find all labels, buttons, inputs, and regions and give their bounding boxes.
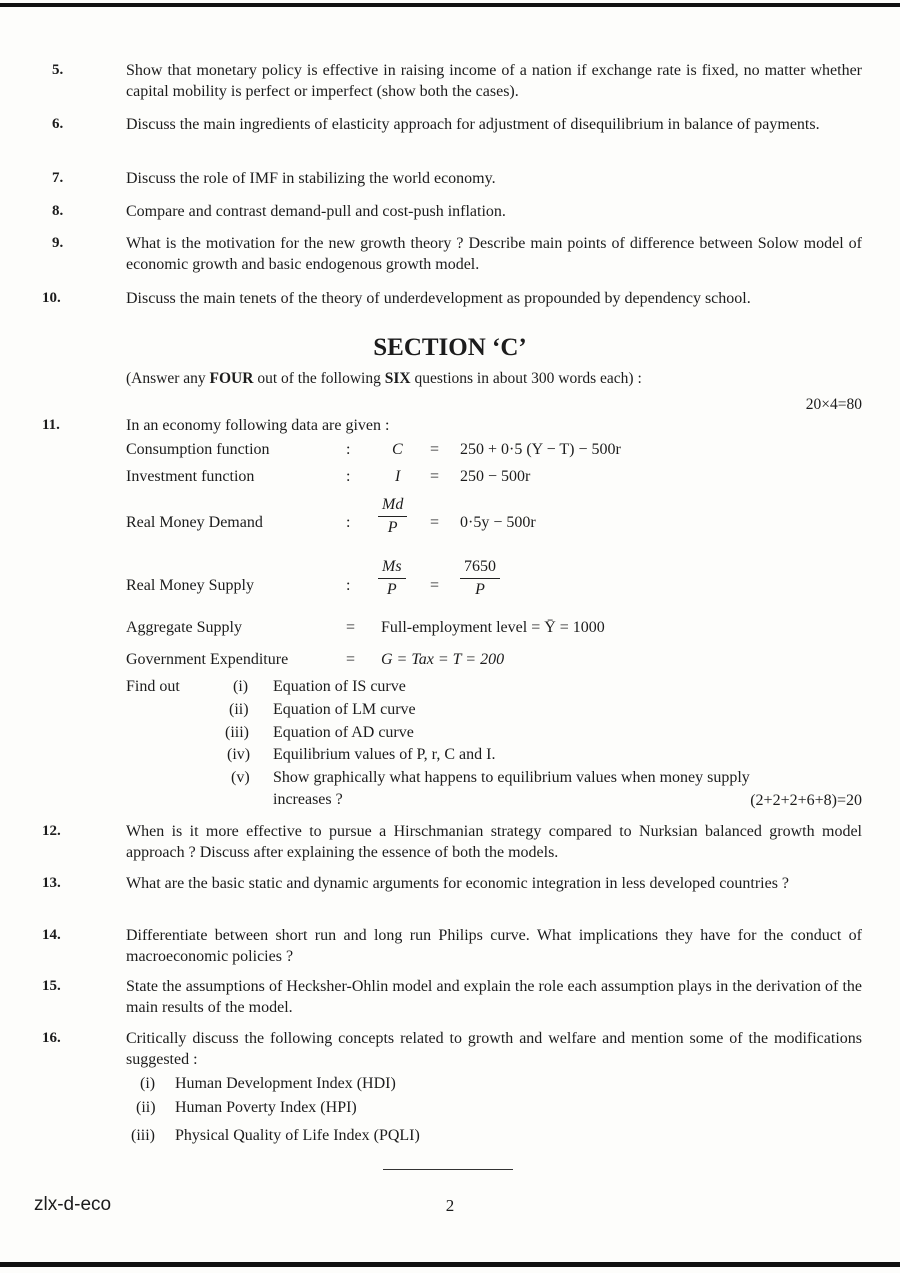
government-label: Government Expenditure bbox=[126, 651, 289, 668]
part-text: Equilibrium values of P, r, C and I. bbox=[273, 746, 496, 763]
investment-label: Investment function bbox=[126, 468, 255, 485]
md-numerator: Md bbox=[378, 496, 407, 517]
question-number: 7. bbox=[52, 170, 64, 186]
equals: = bbox=[346, 619, 356, 636]
equals: = bbox=[430, 441, 440, 458]
md-denominator: P bbox=[387, 519, 398, 536]
question-number: 6. bbox=[52, 116, 64, 132]
colon: : bbox=[346, 468, 351, 485]
bottom-rule bbox=[0, 1262, 900, 1267]
part-number: (iv) bbox=[227, 746, 251, 763]
money-demand-row bbox=[0, 496, 900, 546]
equals: = bbox=[430, 514, 440, 531]
find-out-label: Find out bbox=[126, 678, 180, 695]
part-text: increases ? bbox=[273, 791, 343, 808]
question-text: Differentiate between short run and long run Philips curve. What implications they have for the conduct of macroeconomic policies ? bbox=[126, 927, 862, 965]
part-number: (i) bbox=[233, 678, 249, 695]
end-divider bbox=[383, 1169, 513, 1170]
question-text: What is the motivation for the new growth theory ? Describe main points of difference between Solow model of economic growth and basic endogenous growth model. bbox=[126, 235, 862, 273]
part-number: (ii) bbox=[229, 701, 249, 718]
question-number: 5. bbox=[52, 62, 64, 78]
question-number: 15. bbox=[42, 978, 61, 994]
question-text: Show that monetary policy is effective in raising income of a nation if exchange rate is fixed, no matter whether capital mobility is perfect or imperfect (show both the cases). bbox=[126, 62, 862, 100]
consumption-var: C bbox=[392, 441, 403, 458]
question-number: 9. bbox=[52, 235, 64, 251]
question-text: What are the basic static and dynamic arguments for economic integration in less developed countries ? bbox=[126, 875, 790, 892]
item-text: Human Poverty Index (HPI) bbox=[175, 1099, 357, 1116]
ms-fraction bbox=[378, 558, 406, 599]
question-text: Discuss the role of IMF in stabilizing the world economy. bbox=[126, 170, 496, 187]
part-text: Show graphically what happens to equilibrium values when money supply bbox=[273, 769, 750, 786]
money-demand-label: Real Money Demand bbox=[126, 514, 263, 531]
colon: : bbox=[346, 441, 351, 458]
q11-marks: (2+2+2+6+8)=20 bbox=[750, 792, 862, 809]
part-text: Equation of IS curve bbox=[273, 678, 406, 695]
question-text: When is it more effective to pursue a Hirschmanian strategy compared to Nurksian balanced growth model approach ? Discuss after explaining the essence of both the models. bbox=[126, 823, 862, 861]
colon: : bbox=[346, 577, 351, 594]
item-text: Human Development Index (HDI) bbox=[175, 1075, 396, 1092]
ms-denominator: P bbox=[386, 581, 397, 598]
question-number: 13. bbox=[42, 875, 61, 891]
item-text: Physical Quality of Life Index (PQLI) bbox=[175, 1127, 420, 1144]
question-number: 10. bbox=[42, 290, 61, 306]
item-number: (i) bbox=[140, 1075, 156, 1092]
question-number: 16. bbox=[42, 1030, 61, 1046]
question-intro: In an economy following data are given : bbox=[126, 417, 390, 434]
question-text: Compare and contrast demand-pull and cost-push inflation. bbox=[126, 203, 506, 220]
consumption-label: Consumption function bbox=[126, 441, 270, 458]
question-text: Critically discuss the following concepts related to growth and welfare and mention some of the modifications suggested : bbox=[126, 1030, 862, 1068]
top-rule bbox=[0, 3, 900, 7]
question-number: 8. bbox=[52, 203, 64, 219]
part-text: Equation of LM curve bbox=[273, 701, 416, 718]
question-text: Discuss the main tenets of the theory of underdevelopment as propounded by dependency school. bbox=[126, 290, 751, 307]
item-number: (iii) bbox=[131, 1127, 155, 1144]
colon: : bbox=[346, 514, 351, 531]
section-instruction: (Answer any FOUR out of the following SIX questions in about 300 words each) : bbox=[126, 370, 642, 387]
section-marks: 20×4=80 bbox=[805, 396, 862, 413]
page-number: 2 bbox=[445, 1196, 455, 1215]
question-number: 12. bbox=[42, 823, 61, 839]
ms-numerator: Ms bbox=[378, 558, 406, 579]
consumption-expr: 250 + 0·5 (Y − T) − 500r bbox=[460, 441, 621, 458]
aggregate-supply-label: Aggregate Supply bbox=[126, 619, 242, 636]
equals: = bbox=[430, 468, 440, 485]
investment-var: I bbox=[395, 468, 401, 485]
money-supply-row bbox=[0, 558, 900, 610]
section-title: SECTION ‘C’ bbox=[373, 334, 527, 361]
item-number: (ii) bbox=[136, 1099, 156, 1116]
money-supply-label: Real Money Supply bbox=[126, 577, 254, 594]
part-number: (iii) bbox=[225, 724, 249, 741]
question-text: State the assumptions of Hecksher-Ohlin model and explain the role each assumption plays in the derivation of the main results of the model. bbox=[126, 978, 862, 1016]
equals: = bbox=[346, 651, 356, 668]
question-number: 14. bbox=[42, 927, 61, 943]
investment-expr: 250 − 500r bbox=[460, 468, 531, 485]
part-number: (v) bbox=[231, 769, 250, 786]
equals: = bbox=[430, 577, 440, 594]
md-fraction bbox=[378, 496, 407, 537]
paper-code: zlx-d-eco bbox=[34, 1194, 112, 1215]
question-text: Discuss the main ingredients of elasticity approach for adjustment of disequilibrium in balance of payments. bbox=[126, 116, 820, 133]
ms-rhs-denominator: P bbox=[475, 581, 485, 598]
ms-rhs-fraction bbox=[460, 558, 500, 599]
money-demand-expr: 0·5y − 500r bbox=[460, 514, 536, 531]
part-text: Equation of AD curve bbox=[273, 724, 414, 741]
government-expr: G = Tax = T = 200 bbox=[381, 651, 505, 668]
question-number: 11. bbox=[42, 417, 60, 433]
aggregate-supply-expr: Full-employment level = Ȳ = 1000 bbox=[381, 619, 605, 636]
ms-rhs-numerator: 7650 bbox=[460, 558, 500, 579]
